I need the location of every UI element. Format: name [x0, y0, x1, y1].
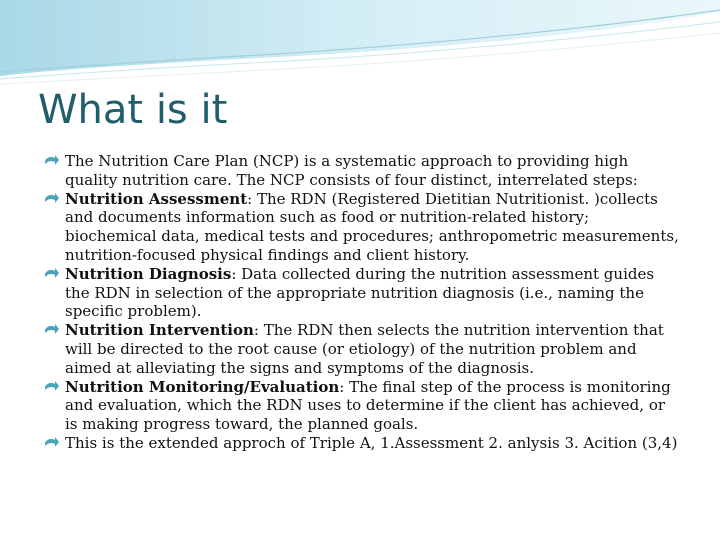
bullet-text: : The RDN (Registered Dietitian Nutritionist. )collects and documents information such as food or nutrition-related history; biochemical data, medical tests and procedures; anthropometric measurements, nutrition-focused physical findings and client history.: [65, 189, 679, 264]
bullet-arrow-icon: [44, 380, 60, 394]
bullet-text: : Data collected during the nutrition assessment guides the RDN in selection of the appropriate nutrition diagnosis (i.e., naming the specific problem).: [65, 264, 655, 321]
bullet-text: : The final step of the process is monitoring and evaluation, which the RDN uses to determine if the client has achieved, or is making progress toward, the planned goals.: [65, 377, 671, 434]
bullet-term: Nutrition Assessment: [65, 189, 248, 208]
bullet-list: [44, 152, 680, 453]
header-wave-decoration: [0, 0, 720, 90]
bullet-arrow-icon: [44, 436, 60, 450]
bullet-item: [44, 190, 680, 265]
bullet-term: Nutrition Diagnosis: [65, 264, 232, 283]
bullet-item: [44, 265, 680, 321]
bullet-item: [44, 378, 680, 434]
slide-title: What is it: [38, 87, 228, 133]
bullet-term: Nutrition Intervention: [65, 321, 254, 340]
bullet-item: [44, 152, 680, 190]
bullet-arrow-icon: [44, 267, 60, 281]
bullet-arrow-icon: [44, 154, 60, 168]
bullet-text: This is the extended approch of Triple A, 1.Assessment 2. anlysis 3. Acition (3,4): [65, 433, 678, 452]
bullet-arrow-icon: [44, 323, 60, 337]
bullet-item: [44, 434, 680, 453]
bullet-term: Nutrition Monitoring/Evaluation: [65, 377, 340, 396]
bullet-text: : The RDN then selects the nutrition intervention that will be directed to the root cause (or etiology) of the nutrition problem and aimed at alleviating the signs and symptoms of the diagnosis.: [65, 321, 664, 377]
bullet-text: The Nutrition Care Plan (NCP) is a systematic approach to providing high quality nutrition care. The NCP consists of four distinct, interrelated steps:: [65, 152, 638, 189]
bullet-item: [44, 321, 680, 377]
bullet-arrow-icon: [44, 192, 60, 206]
